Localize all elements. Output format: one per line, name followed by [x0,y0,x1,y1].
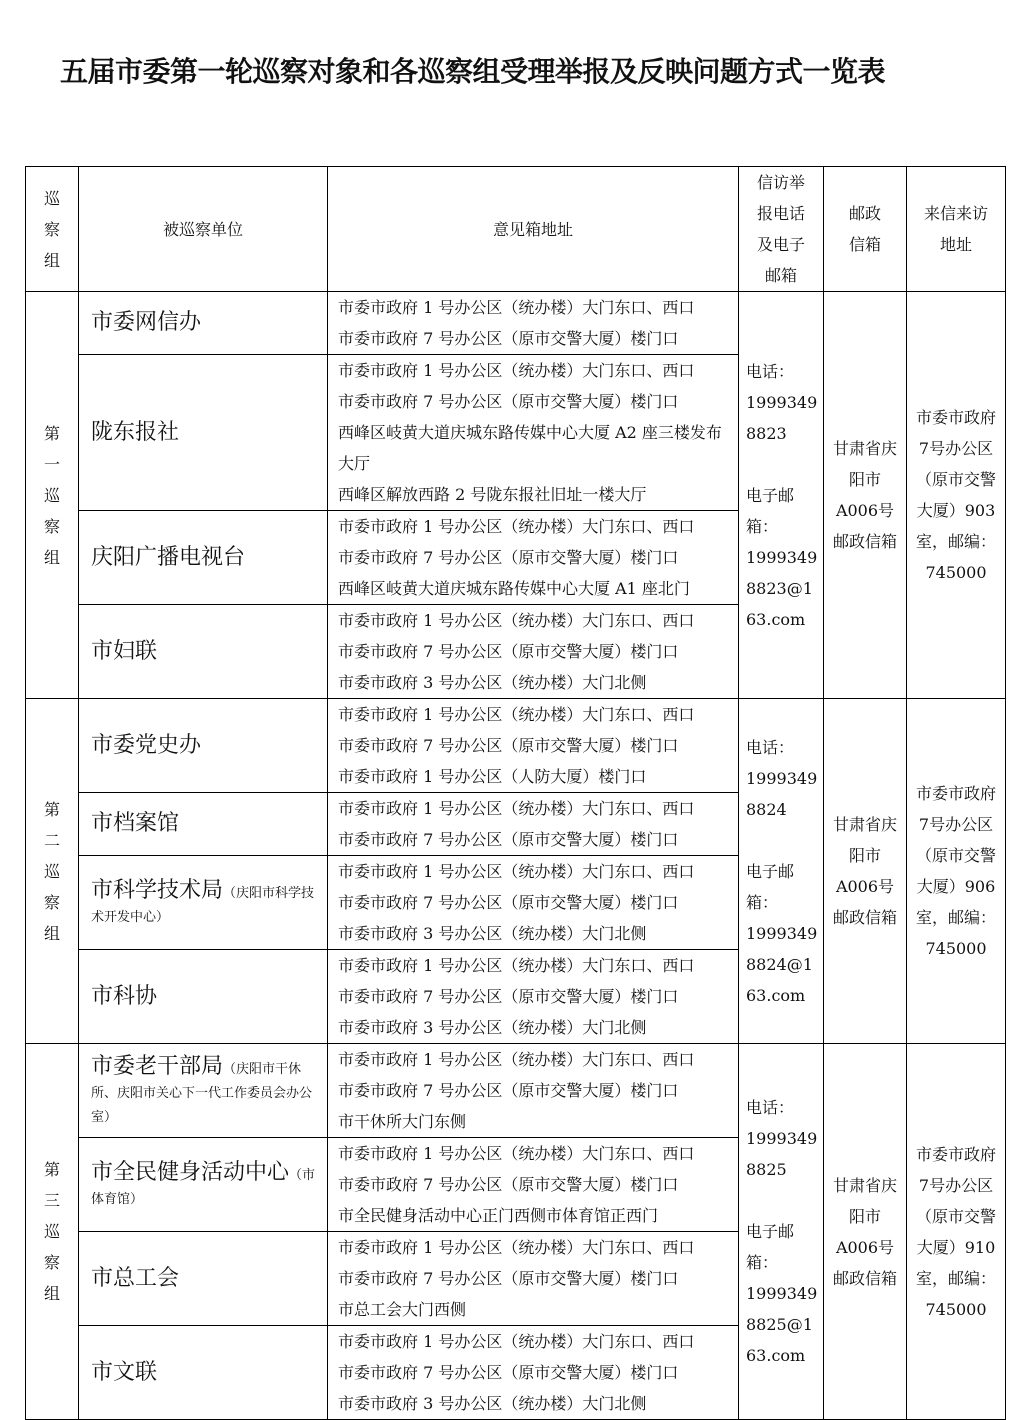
email-address: 19993498824@163.com [746,923,818,1005]
group-name-cell [26,1044,79,1420]
unit-name: 市委党史办 [91,732,202,758]
unit-cell [79,1326,328,1420]
unit-note: （庆阳市干休所、庆阳市关心下一代工作委员会办公室） [91,1061,313,1125]
unit-name: 市委老干部局 [91,1053,224,1079]
mailbox-cell [824,699,907,1044]
address-line: 市委市政府 1 号办公区（统办楼）大门东口、西口 [338,705,695,724]
mailbox-cell [824,292,907,699]
mailbox-text: 甘肃省庆阳市A006号邮政信箱 [832,1175,897,1288]
address-line: 市委市政府 3 号办公区（统办楼）大门北侧 [338,673,647,692]
visit-address-text: 市委市政府7号办公区（原市交警大厦）903室，邮编：745000 [915,408,996,582]
email-address: 19993498823@163.com [746,547,818,629]
address-line: 市委市政府 1 号办公区（统办楼）大门东口、西口 [338,1144,695,1163]
table-header-row [26,167,1006,292]
inspection-table [25,166,1006,1420]
address-line: 市委市政府 1 号办公区（统办楼）大门东口、西口 [338,799,695,818]
address-line: 市干休所大门东侧 [338,1112,467,1131]
unit-name: 市档案馆 [91,811,180,836]
email-label: 电子邮箱： [746,861,795,912]
address-cell [328,605,739,699]
unit-name: 市科学技术局 [91,877,224,903]
unit-cell [79,292,328,355]
email-label: 电子邮箱： [746,485,795,536]
address-line: 市委市政府 1 号办公区（统办楼）大门东口、西口 [338,361,695,380]
unit-cell [79,355,328,511]
address-line: 市总工会大门西侧 [338,1300,467,1319]
unit-name: 庆阳广播电视台 [91,544,246,570]
address-line: 市委市政府 3 号办公区（统办楼）大门北侧 [338,924,647,943]
address-line: 市委市政府 3 号办公区（统办楼）大门北侧 [338,1394,647,1413]
visit-address-cell [907,292,1006,699]
address-line: 西峰区岐黄大道庆城东路传媒中心大厦 A1 座北门 [338,579,690,598]
group-name: 第二巡察组 [43,799,60,943]
phone-number: 19993498824 [746,768,818,819]
address-line: 市委市政府 1 号办公区（统办楼）大门东口、西口 [338,956,695,975]
address-cell [328,793,739,856]
header-group: 巡察组 [26,167,79,292]
address-line: 西峰区岐黄大道庆城东路传媒中心大厦 A2 座三楼发布大厅 [338,423,722,473]
address-line: 市全民健身活动中心正门西侧市体育馆正西门 [338,1206,659,1225]
header-mailbox: 邮政信箱 [824,167,907,292]
address-cell [328,1232,739,1326]
group-name-cell [26,699,79,1044]
mailbox-text: 甘肃省庆阳市A006号邮政信箱 [832,815,897,927]
visit-address-text: 市委市政府7号办公区（原市交警大厦）910室，邮编：745000 [915,1144,996,1319]
mailbox-text: 甘肃省庆阳市A006号邮政信箱 [832,439,897,551]
address-cell [328,856,739,950]
phone-email-cell [739,699,824,1044]
table-row [26,292,1006,355]
table-row [26,699,1006,793]
address-line: 市委市政府 7 号办公区（原市交警大厦）楼门口 [338,329,679,348]
address-line: 市委市政府 1 号办公区（统办楼）大门东口、西口 [338,1050,695,1069]
unit-cell [79,1044,328,1138]
visit-address-text: 市委市政府7号办公区（原市交警大厦）906室，邮编：745000 [915,784,996,958]
unit-cell [79,793,328,856]
address-line: 市委市政府 7 号办公区（原市交警大厦）楼门口 [338,830,679,849]
unit-name: 市妇联 [91,638,158,664]
address-line: 市委市政府 3 号办公区（统办楼）大门北侧 [338,1018,647,1037]
unit-name: 市文联 [91,1359,158,1385]
spacer [746,449,820,480]
address-cell [328,1138,739,1232]
address-cell [328,1044,739,1138]
unit-cell [79,605,328,699]
address-line: 市委市政府 7 号办公区（原市交警大厦）楼门口 [338,1175,679,1194]
address-cell [328,511,739,605]
unit-name: 市总工会 [91,1265,180,1291]
visit-address-cell [907,1044,1006,1420]
table-row [26,1044,1006,1138]
email-address: 19993498825@163.com [746,1284,818,1365]
group-name: 第三巡察组 [43,1160,60,1303]
unit-note: （市体育馆） [91,1167,316,1207]
phone-label: 电话： [746,737,795,757]
address-line: 市委市政府 1 号办公区（人防大厦）楼门口 [338,767,647,786]
spacer [746,1185,820,1216]
table-body [26,292,1006,1420]
address-cell [328,292,739,355]
unit-name: 市全民健身活动中心 [91,1159,290,1185]
address-line: 市委市政府 7 号办公区（原市交警大厦）楼门口 [338,1269,679,1288]
address-cell [328,699,739,793]
unit-cell [79,1138,328,1232]
email-label: 电子邮箱： [746,1222,795,1272]
phone-label: 电话： [746,361,795,381]
header-address: 意见箱地址 [328,167,739,292]
mailbox-cell [824,1044,907,1420]
header-visit: 来信来访地址 [907,167,1006,292]
group-name: 第一巡察组 [43,423,60,567]
document-title: 五届市委第一轮巡察对象和各巡察组受理举报及反映问题方式一览表 [60,55,886,88]
address-cell [328,1326,739,1420]
unit-cell [79,950,328,1044]
unit-name: 陇东报社 [91,419,180,445]
visit-address-cell [907,699,1006,1044]
address-cell [328,950,739,1044]
address-line: 市委市政府 1 号办公区（统办楼）大门东口、西口 [338,611,695,630]
unit-cell [79,1232,328,1326]
unit-name: 市委网信办 [91,310,202,335]
unit-cell [79,511,328,605]
header-unit: 被巡察单位 [79,167,328,292]
address-line: 市委市政府 7 号办公区（原市交警大厦）楼门口 [338,893,679,912]
address-line: 市委市政府 7 号办公区（原市交警大厦）楼门口 [338,1081,679,1100]
address-line: 市委市政府 1 号办公区（统办楼）大门东口、西口 [338,298,695,317]
address-line: 市委市政府 7 号办公区（原市交警大厦）楼门口 [338,642,679,661]
address-line: 市委市政府 7 号办公区（原市交警大厦）楼门口 [338,392,679,411]
address-line: 市委市政府 7 号办公区（原市交警大厦）楼门口 [338,736,679,755]
address-line: 市委市政府 1 号办公区（统办楼）大门东口、西口 [338,517,695,536]
unit-cell [79,699,328,793]
phone-number: 19993498825 [746,1129,818,1179]
address-line: 市委市政府 7 号办公区（原市交警大厦）楼门口 [338,987,679,1006]
header-phone-email: 信访举报电话及电子邮箱 [739,167,824,292]
phone-number: 19993498823 [746,392,818,443]
group-name-cell [26,292,79,699]
address-line: 市委市政府 7 号办公区（原市交警大厦）楼门口 [338,548,679,567]
phone-email-cell [739,1044,824,1420]
address-line: 市委市政府 7 号办公区（原市交警大厦）楼门口 [338,1363,679,1382]
spacer [746,825,820,856]
address-line: 市委市政府 1 号办公区（统办楼）大门东口、西口 [338,862,695,881]
unit-cell [79,856,328,950]
address-line: 西峰区解放西路 2 号陇东报社旧址一楼大厅 [338,485,647,504]
unit-name: 市科协 [91,983,158,1009]
address-line: 市委市政府 1 号办公区（统办楼）大门东口、西口 [338,1332,695,1351]
phone-email-cell [739,292,824,699]
address-cell [328,355,739,511]
phone-label: 电话： [746,1098,795,1117]
unit-note: （庆阳市科学技术开发中心） [91,885,315,925]
address-line: 市委市政府 1 号办公区（统办楼）大门东口、西口 [338,1238,695,1257]
